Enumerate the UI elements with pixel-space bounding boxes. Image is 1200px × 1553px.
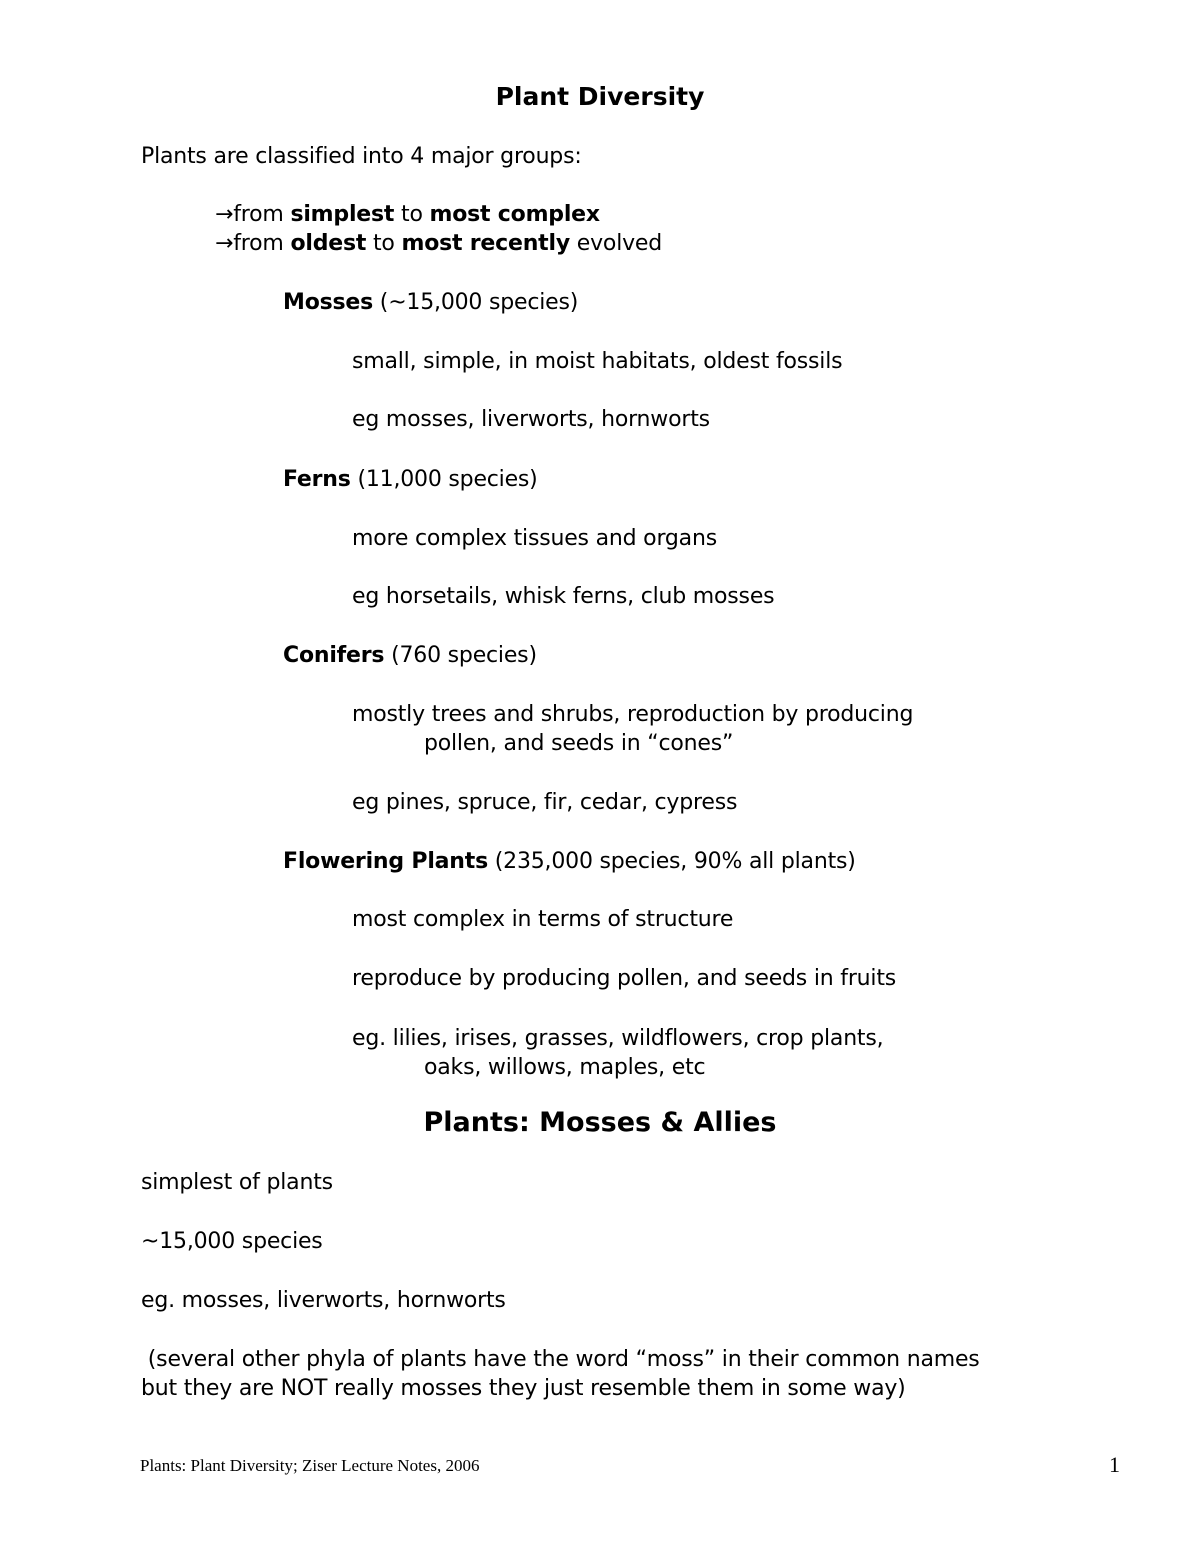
order-line-2: →from oldest to most recently evolved <box>215 231 663 256</box>
group-heading-ferns: Ferns (11,000 species) <box>283 467 538 492</box>
group-detail: eg mosses, liverworts, hornworts <box>352 407 710 432</box>
group-detail: most complex in terms of structure <box>352 907 734 932</box>
section-line: simplest of plants <box>141 1170 333 1195</box>
group-detail: eg horsetails, whisk ferns, club mosses <box>352 584 775 609</box>
page-title: Plant Diversity <box>495 82 705 111</box>
page-number: 1 <box>1109 1452 1120 1477</box>
page-footer: Plants: Plant Diversity; Ziser Lecture Notes, 2006 <box>140 1456 480 1475</box>
group-detail: reproduce by producing pollen, and seeds in fruits <box>352 966 897 991</box>
intro-text: Plants are classified into 4 major groups: <box>141 144 582 169</box>
arrow-right-icon: → <box>215 231 234 256</box>
group-detail: eg. lilies, irises, grasses, wildflowers, crop plants, <box>352 1026 884 1051</box>
group-heading-conifers: Conifers (760 species) <box>283 643 537 668</box>
section-line: (several other phyla of plants have the word “moss” in their common names <box>141 1347 980 1372</box>
group-detail: mostly trees and shrubs, reproduction by producing <box>352 702 914 727</box>
section-line: ~15,000 species <box>141 1229 323 1254</box>
group-detail: pollen, and seeds in “cones” <box>424 731 734 756</box>
arrow-right-icon: → <box>215 202 234 227</box>
group-heading-flowering-plants: Flowering Plants (235,000 species, 90% all plants) <box>283 849 856 874</box>
group-heading-mosses: Mosses (~15,000 species) <box>283 290 579 315</box>
group-detail: oaks, willows, maples, etc <box>424 1055 706 1080</box>
order-line-1: →from simplest to most complex <box>215 202 600 227</box>
group-detail: small, simple, in moist habitats, oldest fossils <box>352 349 843 374</box>
section-title: Plants: Mosses & Allies <box>423 1107 777 1138</box>
section-line: but they are NOT really mosses they just resemble them in some way) <box>141 1376 906 1401</box>
group-detail: eg pines, spruce, fir, cedar, cypress <box>352 790 738 815</box>
section-line: eg. mosses, liverworts, hornworts <box>141 1288 506 1313</box>
group-detail: more complex tissues and organs <box>352 526 717 551</box>
